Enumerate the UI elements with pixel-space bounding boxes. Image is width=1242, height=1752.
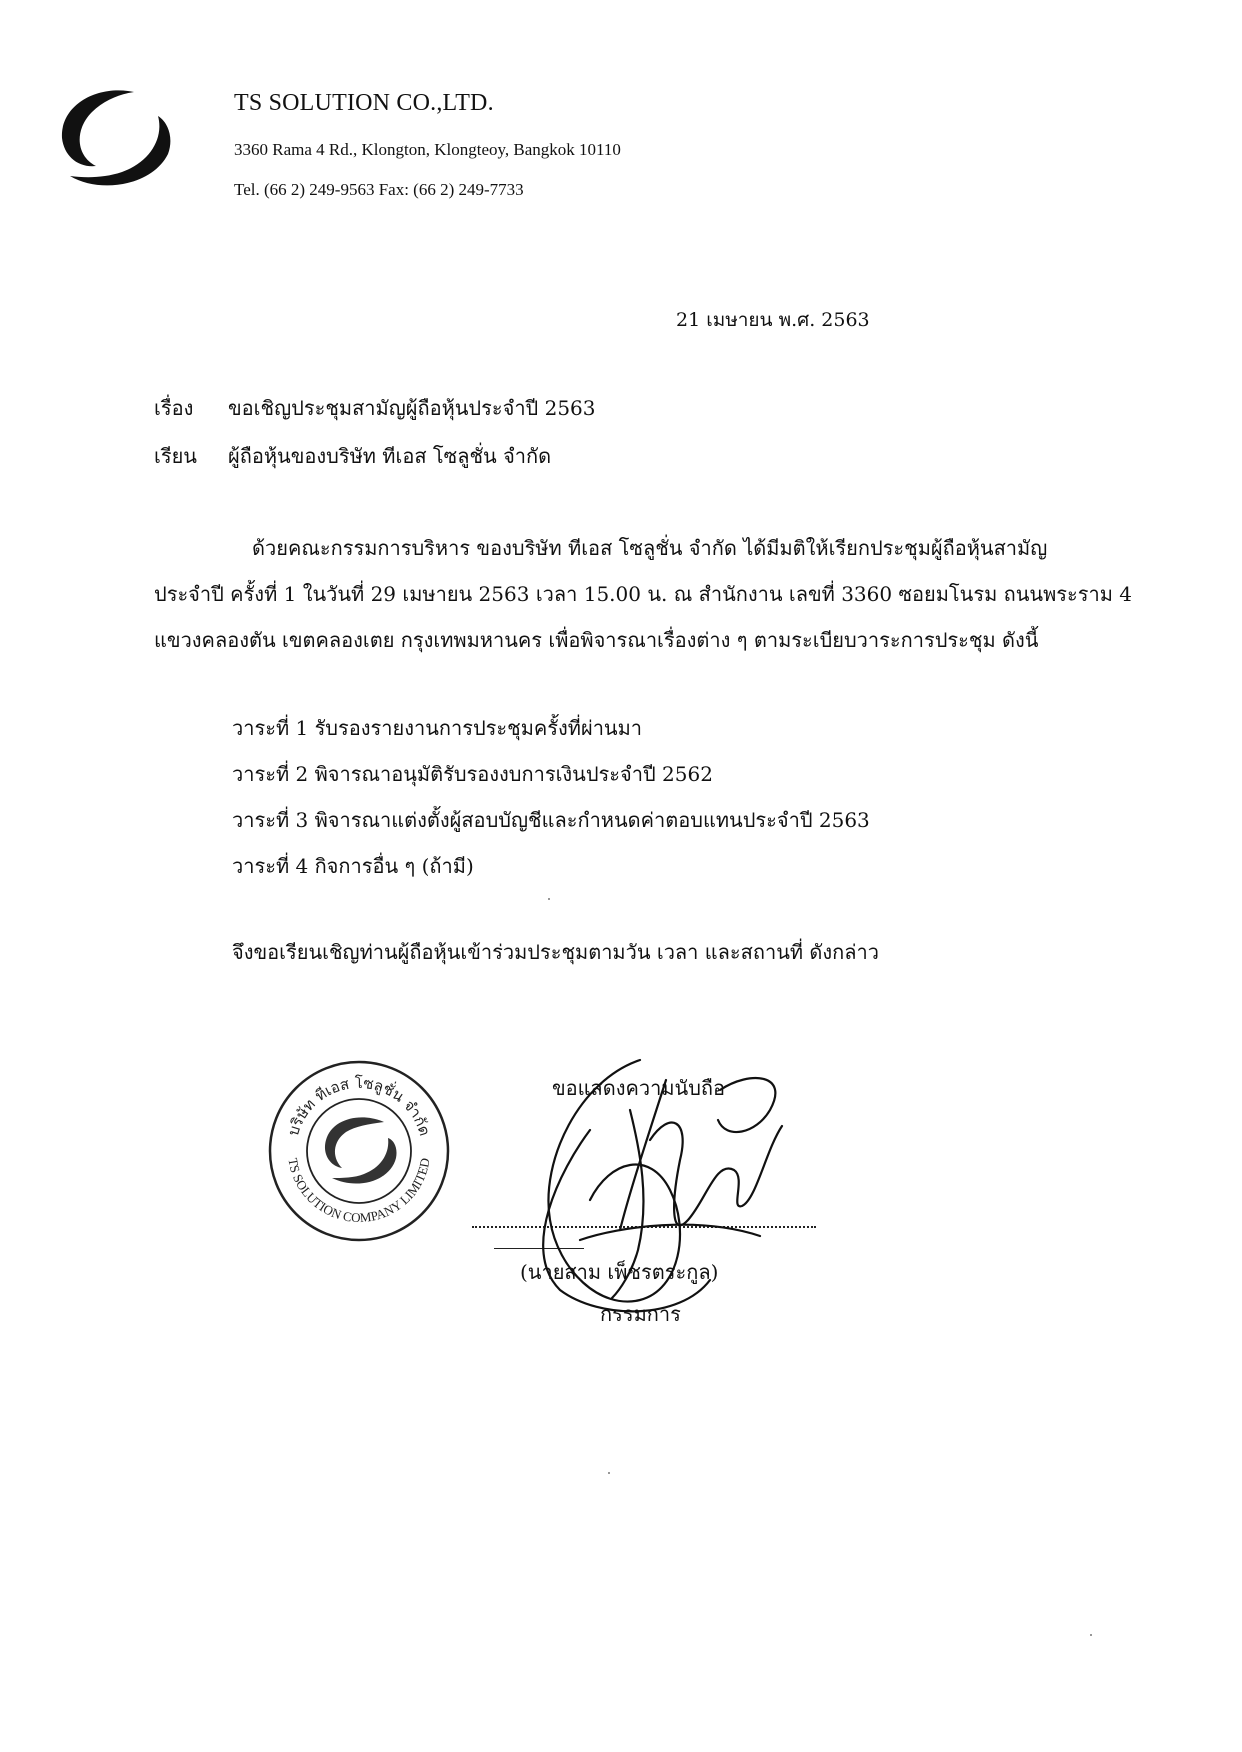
closing-regards: ขอแสดงความนับถือ	[552, 1076, 726, 1100]
scan-speck	[548, 898, 550, 900]
seal-thai-text: บริษัท ทีเอส โซลูชั่น จำกัด	[284, 1073, 434, 1138]
body-line-2: ประจำปี ครั้งที่ 1 ในวันที่ 29 เมษายน 2563 เวลา 15.00 น. ณ สำนักงาน เลขที่ 3360 ซอยมโนรม ถนนพระราม 4	[154, 582, 1132, 606]
recipient-label: เรียน	[154, 444, 197, 468]
company-name: TS SOLUTION CO.,LTD.	[234, 90, 494, 116]
agenda-item-3: วาระที่ 3 พิจารณาแต่งตั้งผู้สอบบัญชีและกำหนดค่าตอบแทนประจำปี 2563	[232, 808, 870, 832]
signer-name: (นายสาม เพ็ชรตระกูล)	[520, 1260, 719, 1284]
company-address: 3360 Rama 4 Rd., Klongton, Klongteoy, Bangkok 10110	[234, 140, 621, 159]
body-line-1: ด้วยคณะกรรมการบริหาร ของบริษัท ทีเอส โซลูชั่น จำกัด ได้มีมติให้เรียกประชุมผู้ถือหุ้นสามัญ	[252, 536, 1048, 560]
scan-speck	[608, 1472, 610, 1474]
closing-text: จึงขอเรียนเชิญท่านผู้ถือหุ้นเข้าร่วมประชุมตามวัน เวลา และสถานที่ ดังกล่าว	[232, 940, 880, 964]
recipient-text: ผู้ถือหุ้นของบริษัท ทีเอส โซลูชั่น จำกัด	[228, 444, 552, 468]
body-line-3: แขวงคลองตัน เขตคลองเตย กรุงเทพมหานคร เพื่อพิจารณาเรื่องต่าง ๆ ตามระเบียบวาระการประชุม ดังนี้	[154, 628, 1039, 652]
scan-speck	[1090, 1634, 1092, 1636]
subject-text: ขอเชิญประชุมสามัญผู้ถือหุ้นประจำปี 2563	[228, 396, 596, 420]
agenda-item-4: วาระที่ 4 กิจการอื่น ๆ (ถ้ามี)	[232, 854, 474, 878]
signer-title: กรรมการ	[600, 1302, 681, 1326]
agenda-item-1: วาระที่ 1 รับรองรายงานการประชุมครั้งที่ผ่านมา	[232, 716, 643, 740]
company-contact: Tel. (66 2) 249-9563 Fax: (66 2) 249-7733	[234, 180, 524, 199]
company-logo-icon	[56, 82, 176, 192]
company-seal-stamp	[266, 1058, 452, 1244]
subject-label: เรื่อง	[154, 396, 194, 420]
seal-english-text: TS SOLUTION COMPANY LIMITED	[285, 1156, 433, 1226]
letter-date: 21 เมษายน พ.ศ. 2563	[676, 309, 870, 331]
agenda-item-2: วาระที่ 2 พิจารณาอนุมัติรับรองงบการเงินประจำปี 2562	[232, 762, 713, 786]
handwritten-signature	[520, 1050, 810, 1330]
